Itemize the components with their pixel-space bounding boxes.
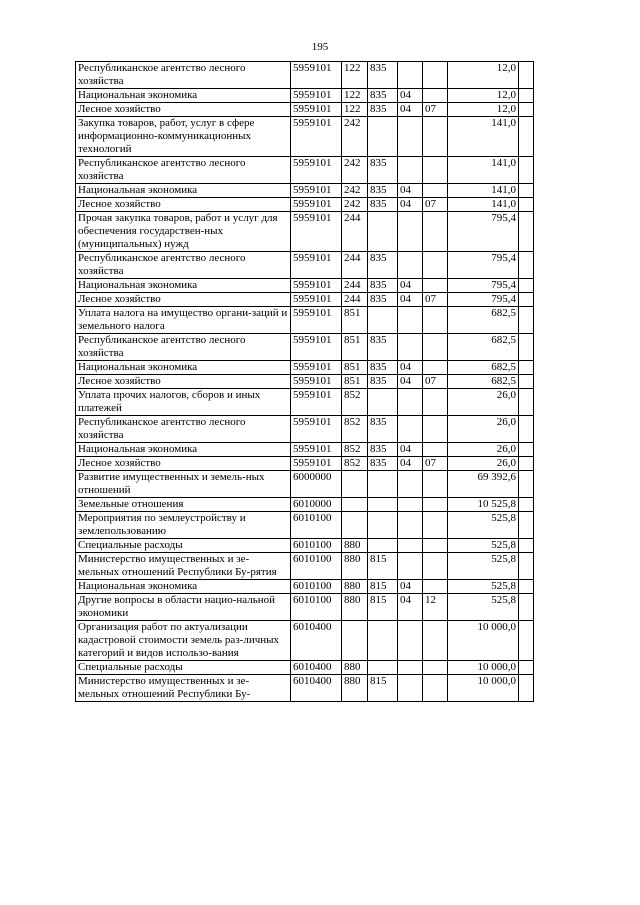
row-name-cell: Лесное хозяйство <box>76 375 291 389</box>
row-sum-cell: 10 525,8 <box>448 498 519 512</box>
table-row <box>76 157 534 184</box>
row-sum-cell: 141,0 <box>448 117 519 157</box>
row-grbs-cell: 835 <box>368 443 398 457</box>
row-sum-cell: 26,0 <box>448 416 519 443</box>
row-name-cell: Специальные расходы <box>76 539 291 553</box>
row-vr-cell <box>342 471 368 498</box>
table-row <box>76 117 534 157</box>
row-pr-cell: 07 <box>423 293 448 307</box>
row-empty-cell <box>519 594 534 621</box>
table-row <box>76 62 534 89</box>
row-sum-cell: 795,4 <box>448 293 519 307</box>
row-rz-cell <box>398 212 423 252</box>
row-name-cell: Национальная экономика <box>76 89 291 103</box>
row-empty-cell <box>519 375 534 389</box>
row-rz-cell <box>398 661 423 675</box>
row-grbs-cell: 835 <box>368 293 398 307</box>
row-rz-cell <box>398 117 423 157</box>
row-csr-cell: 6010100 <box>291 553 342 580</box>
row-rz-cell <box>398 62 423 89</box>
row-name-cell: Специальные расходы <box>76 661 291 675</box>
row-csr-cell: 5959101 <box>291 103 342 117</box>
row-grbs-cell: 835 <box>368 375 398 389</box>
row-empty-cell <box>519 621 534 661</box>
row-pr-cell <box>423 512 448 539</box>
row-grbs-cell: 835 <box>368 361 398 375</box>
row-name-cell: Республиканское агентство лесного хозяйства <box>76 157 291 184</box>
row-sum-cell: 525,8 <box>448 580 519 594</box>
row-pr-cell: 12 <box>423 594 448 621</box>
row-vr-cell: 122 <box>342 103 368 117</box>
row-sum-cell: 525,8 <box>448 594 519 621</box>
row-sum-cell: 141,0 <box>448 198 519 212</box>
row-csr-cell: 5959101 <box>291 279 342 293</box>
row-empty-cell <box>519 62 534 89</box>
table-row <box>76 443 534 457</box>
row-name-cell: Закупка товаров, работ, услуг в сфере информационно-коммуникационных технологий <box>76 117 291 157</box>
row-name-cell: Национальная экономика <box>76 443 291 457</box>
row-csr-cell: 6010400 <box>291 621 342 661</box>
row-csr-cell: 6010100 <box>291 580 342 594</box>
budget-table-body <box>76 62 534 702</box>
row-grbs-cell <box>368 389 398 416</box>
row-name-cell: Другие вопросы в области нацио-нальной экономики <box>76 594 291 621</box>
row-name-cell: Лесное хозяйство <box>76 457 291 471</box>
row-csr-cell: 6010100 <box>291 512 342 539</box>
row-empty-cell <box>519 553 534 580</box>
row-pr-cell <box>423 117 448 157</box>
table-row <box>76 103 534 117</box>
row-pr-cell <box>423 334 448 361</box>
row-name-cell: Национальная экономика <box>76 184 291 198</box>
row-csr-cell: 5959101 <box>291 416 342 443</box>
row-vr-cell: 880 <box>342 675 368 702</box>
row-rz-cell: 04 <box>398 457 423 471</box>
row-csr-cell: 5959101 <box>291 212 342 252</box>
row-grbs-cell <box>368 212 398 252</box>
row-rz-cell <box>398 498 423 512</box>
row-pr-cell: 07 <box>423 198 448 212</box>
row-pr-cell <box>423 621 448 661</box>
row-vr-cell: 244 <box>342 252 368 279</box>
row-pr-cell <box>423 212 448 252</box>
row-grbs-cell <box>368 539 398 553</box>
row-vr-cell: 880 <box>342 553 368 580</box>
row-empty-cell <box>519 512 534 539</box>
row-sum-cell: 141,0 <box>448 184 519 198</box>
row-grbs-cell: 835 <box>368 252 398 279</box>
row-grbs-cell: 835 <box>368 416 398 443</box>
row-name-cell: Земельные отношения <box>76 498 291 512</box>
row-grbs-cell: 815 <box>368 553 398 580</box>
table-row <box>76 334 534 361</box>
row-rz-cell <box>398 252 423 279</box>
row-grbs-cell: 815 <box>368 594 398 621</box>
row-grbs-cell: 815 <box>368 675 398 702</box>
row-rz-cell: 04 <box>398 361 423 375</box>
row-empty-cell <box>519 117 534 157</box>
table-row <box>76 198 534 212</box>
row-vr-cell: 244 <box>342 293 368 307</box>
table-row <box>76 621 534 661</box>
table-row <box>76 580 534 594</box>
row-vr-cell: 880 <box>342 661 368 675</box>
row-rz-cell <box>398 307 423 334</box>
row-rz-cell <box>398 334 423 361</box>
table-row <box>76 307 534 334</box>
row-empty-cell <box>519 661 534 675</box>
row-grbs-cell: 835 <box>368 198 398 212</box>
row-grbs-cell <box>368 498 398 512</box>
row-rz-cell <box>398 553 423 580</box>
table-row <box>76 594 534 621</box>
row-empty-cell <box>519 307 534 334</box>
row-sum-cell: 12,0 <box>448 103 519 117</box>
row-rz-cell <box>398 539 423 553</box>
row-empty-cell <box>519 457 534 471</box>
page-number: 195 <box>311 41 329 53</box>
row-vr-cell: 242 <box>342 117 368 157</box>
row-vr-cell: 852 <box>342 416 368 443</box>
table-row <box>76 389 534 416</box>
row-rz-cell: 04 <box>398 198 423 212</box>
row-grbs-cell: 835 <box>368 157 398 184</box>
row-empty-cell <box>519 184 534 198</box>
row-csr-cell: 6010000 <box>291 498 342 512</box>
row-pr-cell <box>423 661 448 675</box>
row-csr-cell: 6000000 <box>291 471 342 498</box>
row-pr-cell <box>423 307 448 334</box>
table-row <box>76 279 534 293</box>
row-sum-cell: 525,8 <box>448 553 519 580</box>
row-sum-cell: 69 392,6 <box>448 471 519 498</box>
row-rz-cell: 04 <box>398 89 423 103</box>
row-grbs-cell: 835 <box>368 62 398 89</box>
row-name-cell: Национальная экономика <box>76 361 291 375</box>
row-grbs-cell <box>368 307 398 334</box>
table-row <box>76 361 534 375</box>
table-row <box>76 471 534 498</box>
row-vr-cell <box>342 498 368 512</box>
row-csr-cell: 5959101 <box>291 198 342 212</box>
row-name-cell: Лесное хозяйство <box>76 293 291 307</box>
row-pr-cell <box>423 675 448 702</box>
row-rz-cell <box>398 675 423 702</box>
row-grbs-cell: 815 <box>368 580 398 594</box>
row-pr-cell <box>423 443 448 457</box>
row-vr-cell: 880 <box>342 594 368 621</box>
row-empty-cell <box>519 361 534 375</box>
row-pr-cell <box>423 498 448 512</box>
row-empty-cell <box>519 198 534 212</box>
row-rz-cell: 04 <box>398 279 423 293</box>
row-rz-cell: 04 <box>398 594 423 621</box>
row-sum-cell: 525,8 <box>448 539 519 553</box>
row-empty-cell <box>519 580 534 594</box>
row-rz-cell: 04 <box>398 443 423 457</box>
row-vr-cell: 852 <box>342 443 368 457</box>
row-rz-cell <box>398 157 423 184</box>
row-grbs-cell <box>368 512 398 539</box>
row-empty-cell <box>519 334 534 361</box>
row-rz-cell: 04 <box>398 103 423 117</box>
row-name-cell: Прочая закупка товаров, работ и услуг для обеспечения государствен-ных (муниципальных) нужд <box>76 212 291 252</box>
row-empty-cell <box>519 498 534 512</box>
row-grbs-cell <box>368 621 398 661</box>
table-row <box>76 675 534 702</box>
row-vr-cell: 852 <box>342 389 368 416</box>
table-row <box>76 512 534 539</box>
row-csr-cell: 5959101 <box>291 361 342 375</box>
row-name-cell: Мероприятия по землеустройству и землепользованию <box>76 512 291 539</box>
row-sum-cell: 26,0 <box>448 389 519 416</box>
row-csr-cell: 5959101 <box>291 157 342 184</box>
row-name-cell: Республиканское агентство лесного хозяйства <box>76 252 291 279</box>
row-grbs-cell: 835 <box>368 103 398 117</box>
row-vr-cell: 122 <box>342 89 368 103</box>
row-vr-cell: 880 <box>342 539 368 553</box>
row-csr-cell: 5959101 <box>291 62 342 89</box>
row-sum-cell: 795,4 <box>448 252 519 279</box>
row-pr-cell <box>423 89 448 103</box>
row-rz-cell: 04 <box>398 184 423 198</box>
table-row <box>76 252 534 279</box>
row-csr-cell: 6010100 <box>291 594 342 621</box>
row-name-cell: Национальная экономика <box>76 279 291 293</box>
budget-table <box>75 61 534 702</box>
row-rz-cell <box>398 621 423 661</box>
row-sum-cell: 12,0 <box>448 89 519 103</box>
row-sum-cell: 10 000,0 <box>448 675 519 702</box>
row-csr-cell: 6010100 <box>291 539 342 553</box>
row-empty-cell <box>519 252 534 279</box>
table-row <box>76 293 534 307</box>
row-csr-cell: 5959101 <box>291 117 342 157</box>
row-vr-cell: 244 <box>342 279 368 293</box>
row-grbs-cell <box>368 661 398 675</box>
row-name-cell: Республиканское агентство лесного хозяйства <box>76 334 291 361</box>
row-empty-cell <box>519 539 534 553</box>
table-row <box>76 539 534 553</box>
row-empty-cell <box>519 416 534 443</box>
row-empty-cell <box>519 443 534 457</box>
row-vr-cell: 242 <box>342 184 368 198</box>
row-name-cell: Развитие имущественных и земель-ных отношений <box>76 471 291 498</box>
row-pr-cell <box>423 580 448 594</box>
row-pr-cell <box>423 62 448 89</box>
row-grbs-cell: 835 <box>368 184 398 198</box>
row-rz-cell: 04 <box>398 580 423 594</box>
row-sum-cell: 10 000,0 <box>448 661 519 675</box>
row-pr-cell <box>423 157 448 184</box>
row-name-cell: Министерство имущественных и зе-мельных отношений Республики Бу-рятия <box>76 553 291 580</box>
row-rz-cell <box>398 389 423 416</box>
row-csr-cell: 5959101 <box>291 293 342 307</box>
row-vr-cell: 242 <box>342 157 368 184</box>
row-rz-cell <box>398 416 423 443</box>
row-vr-cell: 851 <box>342 307 368 334</box>
table-row <box>76 661 534 675</box>
row-csr-cell: 5959101 <box>291 375 342 389</box>
row-csr-cell: 5959101 <box>291 252 342 279</box>
row-rz-cell: 04 <box>398 375 423 389</box>
table-row <box>76 89 534 103</box>
row-sum-cell: 682,5 <box>448 307 519 334</box>
row-sum-cell: 795,4 <box>448 279 519 293</box>
row-csr-cell: 5959101 <box>291 334 342 361</box>
row-vr-cell: 851 <box>342 361 368 375</box>
row-empty-cell <box>519 471 534 498</box>
row-csr-cell: 5959101 <box>291 389 342 416</box>
row-pr-cell <box>423 361 448 375</box>
row-csr-cell: 5959101 <box>291 307 342 334</box>
row-vr-cell <box>342 621 368 661</box>
row-pr-cell <box>423 389 448 416</box>
table-row <box>76 553 534 580</box>
row-empty-cell <box>519 675 534 702</box>
row-grbs-cell: 835 <box>368 279 398 293</box>
row-grbs-cell <box>368 471 398 498</box>
row-csr-cell: 5959101 <box>291 443 342 457</box>
table-row <box>76 184 534 198</box>
row-pr-cell <box>423 539 448 553</box>
row-empty-cell <box>519 89 534 103</box>
row-vr-cell: 242 <box>342 198 368 212</box>
row-vr-cell: 851 <box>342 375 368 389</box>
row-pr-cell <box>423 252 448 279</box>
row-vr-cell: 244 <box>342 212 368 252</box>
row-name-cell: Уплата налога на имущество органи-заций и земельного налога <box>76 307 291 334</box>
row-empty-cell <box>519 389 534 416</box>
row-rz-cell <box>398 512 423 539</box>
row-pr-cell: 07 <box>423 375 448 389</box>
table-row <box>76 212 534 252</box>
row-pr-cell <box>423 279 448 293</box>
row-pr-cell: 07 <box>423 457 448 471</box>
row-sum-cell: 682,5 <box>448 334 519 361</box>
row-sum-cell: 141,0 <box>448 157 519 184</box>
row-grbs-cell: 835 <box>368 89 398 103</box>
row-sum-cell: 26,0 <box>448 457 519 471</box>
table-row <box>76 498 534 512</box>
row-sum-cell: 12,0 <box>448 62 519 89</box>
row-empty-cell <box>519 103 534 117</box>
row-vr-cell: 880 <box>342 580 368 594</box>
row-pr-cell <box>423 471 448 498</box>
row-csr-cell: 5959101 <box>291 457 342 471</box>
row-name-cell: Республиканское агентство лесного хозяйства <box>76 416 291 443</box>
row-pr-cell <box>423 416 448 443</box>
row-vr-cell: 852 <box>342 457 368 471</box>
table-row <box>76 416 534 443</box>
row-rz-cell: 04 <box>398 293 423 307</box>
row-pr-cell: 07 <box>423 103 448 117</box>
row-sum-cell: 525,8 <box>448 512 519 539</box>
row-pr-cell <box>423 553 448 580</box>
row-csr-cell: 6010400 <box>291 661 342 675</box>
row-empty-cell <box>519 279 534 293</box>
row-name-cell: Лесное хозяйство <box>76 198 291 212</box>
row-rz-cell <box>398 471 423 498</box>
row-vr-cell: 122 <box>342 62 368 89</box>
row-csr-cell: 5959101 <box>291 89 342 103</box>
row-grbs-cell <box>368 117 398 157</box>
row-sum-cell: 682,5 <box>448 375 519 389</box>
row-sum-cell: 10 000,0 <box>448 621 519 661</box>
row-grbs-cell: 835 <box>368 457 398 471</box>
row-csr-cell: 5959101 <box>291 184 342 198</box>
row-sum-cell: 682,5 <box>448 361 519 375</box>
row-empty-cell <box>519 293 534 307</box>
row-name-cell: Уплата прочих налогов, сборов и иных платежей <box>76 389 291 416</box>
row-name-cell: Организация работ по актуализации кадастровой стоимости земель раз-личных категорий и видов использо-вания <box>76 621 291 661</box>
row-vr-cell: 851 <box>342 334 368 361</box>
row-csr-cell: 6010400 <box>291 675 342 702</box>
row-pr-cell <box>423 184 448 198</box>
row-name-cell: Министерство имущественных и зе-мельных отношений Республики Бу- <box>76 675 291 702</box>
row-vr-cell <box>342 512 368 539</box>
row-empty-cell <box>519 157 534 184</box>
row-name-cell: Национальная экономика <box>76 580 291 594</box>
row-grbs-cell: 835 <box>368 334 398 361</box>
row-sum-cell: 26,0 <box>448 443 519 457</box>
table-row <box>76 457 534 471</box>
row-name-cell: Лесное хозяйство <box>76 103 291 117</box>
table-row <box>76 375 534 389</box>
row-empty-cell <box>519 212 534 252</box>
row-name-cell: Республиканское агентство лесного хозяйства <box>76 62 291 89</box>
row-sum-cell: 795,4 <box>448 212 519 252</box>
